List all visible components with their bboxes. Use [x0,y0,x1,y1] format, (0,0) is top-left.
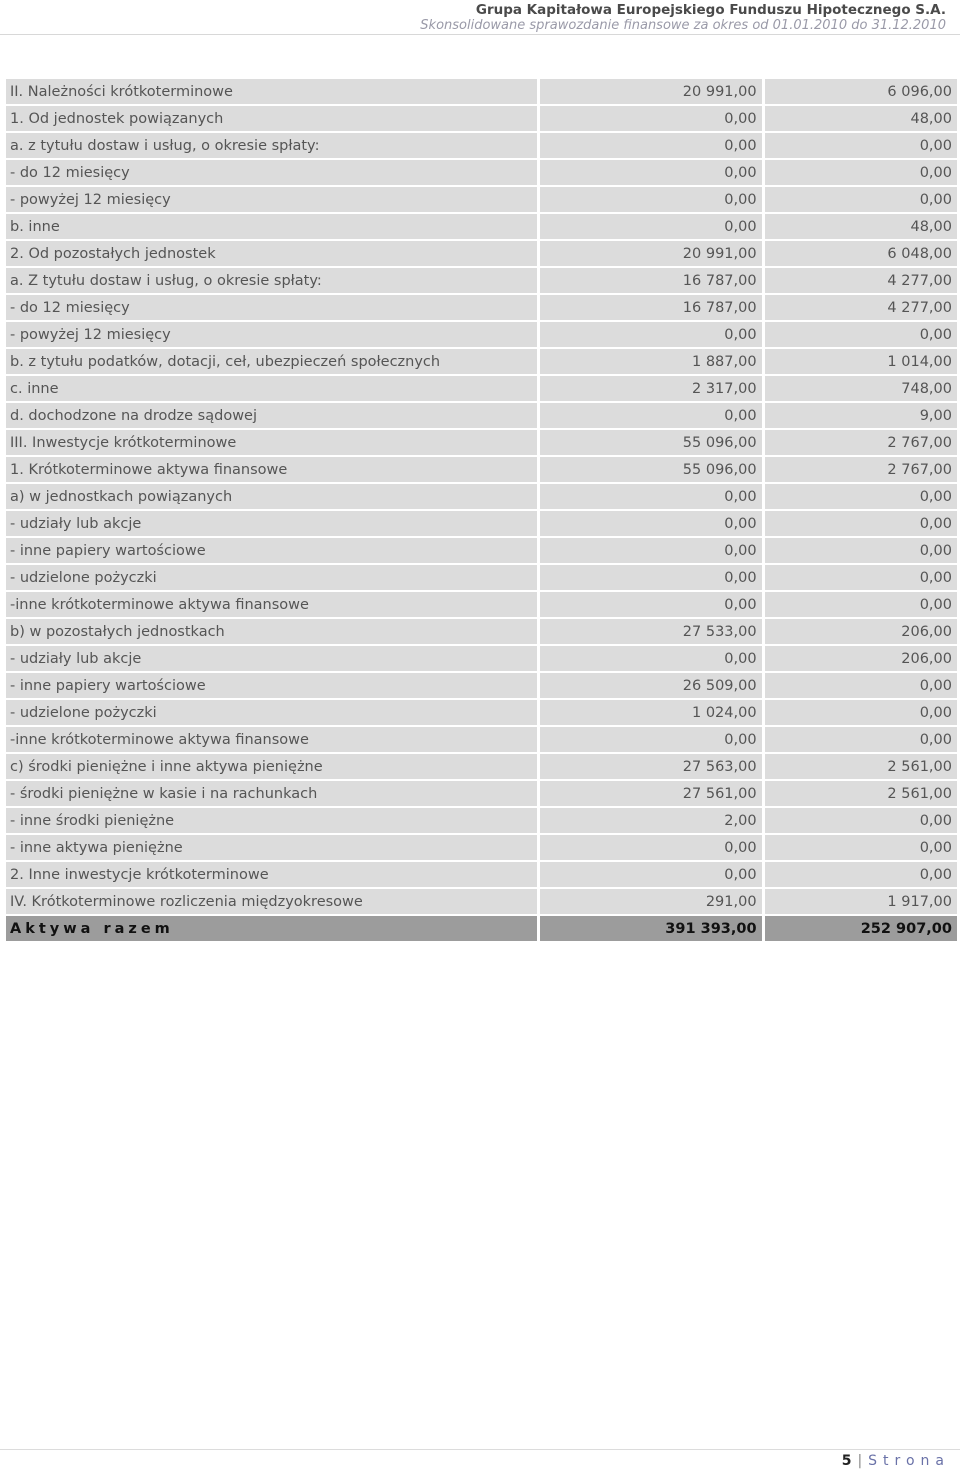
table-row [6,511,957,538]
value-current: 0,00 [540,592,761,619]
row-label: - udziały lub akcje [6,646,537,673]
row-label: a. Z tytułu dostaw i usług, o okresie spłaty: [6,268,537,295]
value-previous: 0,00 [765,565,957,592]
value-current: 0,00 [540,214,761,241]
report-subtitle: Skonsolidowane sprawozdanie finansowe za okres od 01.01.2010 do 31.12.2010 [420,18,946,33]
table-row [6,295,957,322]
value-previous: 6 096,00 [765,79,957,106]
table-row [6,403,957,430]
value-current: 1 887,00 [540,349,761,376]
row-label: a. z tytułu dostaw i usług, o okresie spłaty: [6,133,537,160]
value-previous: 0,00 [765,808,957,835]
table-row [6,160,957,187]
row-label: 2. Inne inwestycje krótkoterminowe [6,862,537,889]
value-current: 26 509,00 [540,673,761,700]
value-current: 391 393,00 [540,916,761,943]
value-previous: 4 277,00 [765,268,957,295]
page-header [420,0,946,34]
table-row [6,538,957,565]
value-current: 2,00 [540,808,761,835]
value-previous: 0,00 [765,592,957,619]
value-current: 16 787,00 [540,268,761,295]
table-row [6,214,957,241]
value-previous: 748,00 [765,376,957,403]
value-previous: 252 907,00 [765,916,957,943]
row-label: - środki pieniężne w kasie i na rachunkach [6,781,537,808]
header-divider [0,34,960,35]
page-footer [842,1453,950,1469]
value-current: 291,00 [540,889,761,916]
row-label: 1. Od jednostek powiązanych [6,106,537,133]
value-current: 20 991,00 [540,241,761,268]
value-previous: 0,00 [765,835,957,862]
value-previous: 2 767,00 [765,430,957,457]
value-previous: 206,00 [765,646,957,673]
value-previous: 0,00 [765,673,957,700]
page-number: 5 [841,1453,852,1469]
value-current: 27 533,00 [540,619,761,646]
row-label: - inne papiery wartościowe [6,538,537,565]
value-current: 0,00 [540,538,761,565]
value-previous: 1 917,00 [765,889,957,916]
value-current: 0,00 [540,187,761,214]
value-previous: 0,00 [765,538,957,565]
value-current: 0,00 [540,862,761,889]
value-previous: 2 561,00 [765,754,957,781]
row-label: d. dochodzone na drodze sądowej [6,403,537,430]
value-previous: 0,00 [765,133,957,160]
value-current: 0,00 [540,646,761,673]
footer-separator: | [857,1453,863,1469]
row-label: Aktywa razem [6,916,537,943]
table-row [6,241,957,268]
value-previous: 0,00 [765,187,957,214]
table-row [6,376,957,403]
value-previous: 0,00 [765,160,957,187]
table-row [6,565,957,592]
table-row [6,106,957,133]
table-row [6,619,957,646]
row-label: b) w pozostałych jednostkach [6,619,537,646]
row-label: III. Inwestycje krótkoterminowe [6,430,537,457]
value-previous: 0,00 [765,862,957,889]
row-label: b. inne [6,214,537,241]
row-label: - udzielone pożyczki [6,700,537,727]
row-label: 1. Krótkoterminowe aktywa finansowe [6,457,537,484]
value-previous: 2 561,00 [765,781,957,808]
table-row [6,781,957,808]
table-row [6,592,957,619]
row-label: c) środki pieniężne i inne aktywa pieniężne [6,754,537,781]
value-current: 55 096,00 [540,457,761,484]
total-row [6,916,957,943]
table-row [6,187,957,214]
value-current: 20 991,00 [540,79,761,106]
table-row [6,835,957,862]
page-word: Strona [868,1453,950,1469]
table-row [6,430,957,457]
value-current: 55 096,00 [540,430,761,457]
row-label: c. inne [6,376,537,403]
value-current: 2 317,00 [540,376,761,403]
value-previous: 9,00 [765,403,957,430]
value-previous: 1 014,00 [765,349,957,376]
row-label: - do 12 miesięcy [6,295,537,322]
value-current: 0,00 [540,484,761,511]
value-current: 1 024,00 [540,700,761,727]
table-row [6,79,957,106]
value-previous: 6 048,00 [765,241,957,268]
row-label: - inne środki pieniężne [6,808,537,835]
value-current: 16 787,00 [540,295,761,322]
table-row [6,484,957,511]
row-label: a) w jednostkach powiązanych [6,484,537,511]
table-row [6,133,957,160]
table-row [6,889,957,916]
balance-table-body [6,79,957,943]
value-current: 27 563,00 [540,754,761,781]
table-row [6,457,957,484]
row-label: 2. Od pozostałych jednostek [6,241,537,268]
value-previous: 0,00 [765,322,957,349]
balance-table [3,79,960,943]
row-label: - udziały lub akcje [6,511,537,538]
value-previous: 0,00 [765,727,957,754]
value-current: 0,00 [540,565,761,592]
row-label: -inne krótkoterminowe aktywa finansowe [6,727,537,754]
company-name: Grupa Kapitałowa Europejskiego Funduszu Hipotecznego S.A. [475,2,946,18]
row-label: IV. Krótkoterminowe rozliczenia międzyokresowe [6,889,537,916]
value-current: 0,00 [540,727,761,754]
footer-divider [0,1449,960,1450]
value-current: 0,00 [540,835,761,862]
value-current: 27 561,00 [540,781,761,808]
table-row [6,727,957,754]
table-row [6,862,957,889]
value-previous: 4 277,00 [765,295,957,322]
value-previous: 48,00 [765,214,957,241]
table-row [6,268,957,295]
value-current: 0,00 [540,160,761,187]
row-label: - inne papiery wartościowe [6,673,537,700]
value-current: 0,00 [540,322,761,349]
table-row [6,673,957,700]
table-row [6,700,957,727]
row-label: - powyżej 12 miesięcy [6,187,537,214]
value-previous: 206,00 [765,619,957,646]
table-row [6,322,957,349]
value-current: 0,00 [540,511,761,538]
value-current: 0,00 [540,403,761,430]
value-previous: 2 767,00 [765,457,957,484]
row-label: II. Należności krótkoterminowe [6,79,537,106]
value-previous: 0,00 [765,484,957,511]
row-label: - powyżej 12 miesięcy [6,322,537,349]
value-previous: 0,00 [765,700,957,727]
row-label: b. z tytułu podatków, dotacji, ceł, ubezpieczeń społecznych [6,349,537,376]
row-label: - inne aktywa pieniężne [6,835,537,862]
table-row [6,808,957,835]
value-current: 0,00 [540,106,761,133]
row-label: - do 12 miesięcy [6,160,537,187]
table-row [6,349,957,376]
value-current: 0,00 [540,133,761,160]
table-row [6,646,957,673]
row-label: - udzielone pożyczki [6,565,537,592]
value-previous: 0,00 [765,511,957,538]
row-label: -inne krótkoterminowe aktywa finansowe [6,592,537,619]
table-row [6,754,957,781]
value-previous: 48,00 [765,106,957,133]
